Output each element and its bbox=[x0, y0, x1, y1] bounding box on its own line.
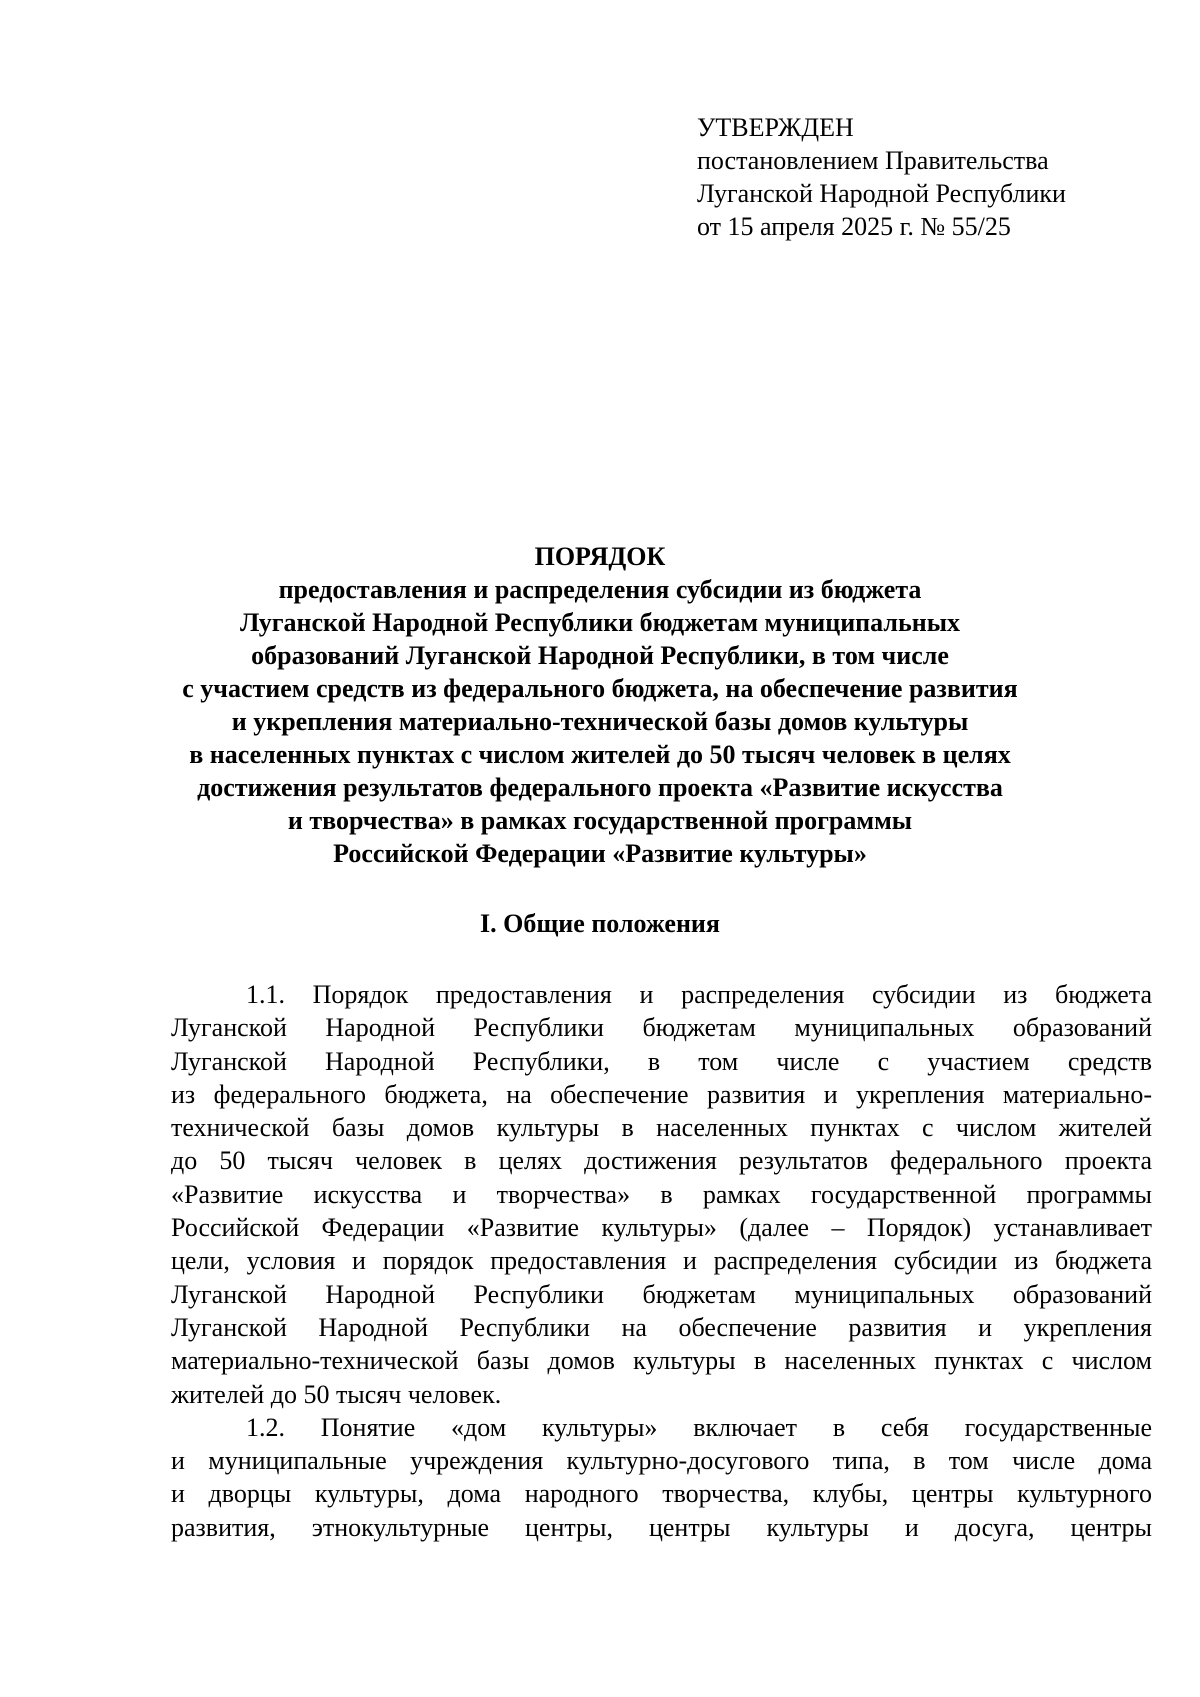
title-line: образований Луганской Народной Республики, в том числе bbox=[251, 641, 949, 670]
paragraph-1-1-line: Луганской Народной Республики, в том числе с участием средств bbox=[171, 1046, 1152, 1076]
approval-line: от 15 апреля 2025 г. № 55/25 bbox=[697, 212, 1011, 241]
title-line: и творчества» в рамках государственной программы bbox=[287, 806, 913, 835]
paragraph-1-1-line: материально-технической базы домов культуры в населенных пунктах с числом bbox=[171, 1346, 1152, 1376]
body-text bbox=[171, 978, 1152, 1544]
paragraph-1-1-line: цели, условия и порядок предоставления и распределения субсидии из бюджета bbox=[171, 1246, 1152, 1276]
title-line: Российской Федерации «Развитие культуры» bbox=[333, 839, 867, 868]
paragraph-1-1-line: технической базы домов культуры в населенных пунктах с числом жителей bbox=[171, 1113, 1152, 1143]
paragraph-1-2-line: и муниципальные учреждения культурно-досугового типа, в том числе дома bbox=[171, 1446, 1152, 1476]
paragraph-1-1-line: «Развитие искусства и творчества» в рамках государственной программы bbox=[171, 1179, 1152, 1209]
paragraph-1-2-line: развития, этнокультурные центры, центры культуры и досуга, центры bbox=[171, 1512, 1152, 1542]
title-heading: ПОРЯДОК bbox=[534, 542, 666, 571]
paragraph-1-1-line: жителей до 50 тысяч человек. bbox=[171, 1379, 502, 1409]
paragraph-1-1-line: до 50 тысяч человек в целях достижения результатов федерального проекта bbox=[171, 1146, 1152, 1176]
approval-line: Луганской Народной Республики bbox=[697, 179, 1066, 208]
title-line: с участием средств из федерального бюджета, на обеспечение развития bbox=[182, 674, 1018, 703]
paragraph-1-1-line: Луганской Народной Республики бюджетам муниципальных образований bbox=[171, 1279, 1152, 1309]
paragraph-1-1-line: Российской Федерации «Развитие культуры» (далее – Порядок) устанавливает bbox=[171, 1213, 1152, 1243]
title-line: предоставления и распределения субсидии из бюджета bbox=[278, 575, 922, 604]
approval-line: постановлением Правительства bbox=[697, 146, 1049, 175]
approval-heading: УТВЕРЖДЕН bbox=[697, 113, 854, 142]
paragraph-1-2-line: и дворцы культуры, дома народного творчества, клубы, центры культурного bbox=[171, 1479, 1152, 1509]
document-title bbox=[150, 540, 1050, 870]
paragraph-1-1-line: Луганской Народной Республики на обеспечение развития и укрепления bbox=[171, 1312, 1152, 1342]
paragraph-1-2-line: 1.2. Понятие «дом культуры» включает в себя государственные bbox=[246, 1412, 1152, 1442]
title-line: в населенных пунктах с числом жителей до 50 тысяч человек в целях bbox=[189, 740, 1011, 769]
title-line: и укрепления материально-технической базы домов культуры bbox=[231, 707, 969, 736]
title-line: Луганской Народной Республики бюджетам муниципальных bbox=[239, 608, 960, 637]
section-heading: I. Общие положения bbox=[480, 909, 720, 938]
paragraph-1-1-line: Луганской Народной Республики бюджетам муниципальных образований bbox=[171, 1013, 1152, 1043]
title-line: достижения результатов федерального проекта «Развитие искусства bbox=[197, 773, 1003, 802]
paragraph-1-1-line: из федерального бюджета, на обеспечение развития и укрепления материально- bbox=[171, 1079, 1152, 1109]
approval-block bbox=[697, 111, 1066, 243]
paragraph-1-1-line: 1.1. Порядок предоставления и распределения субсидии из бюджета bbox=[246, 980, 1152, 1009]
